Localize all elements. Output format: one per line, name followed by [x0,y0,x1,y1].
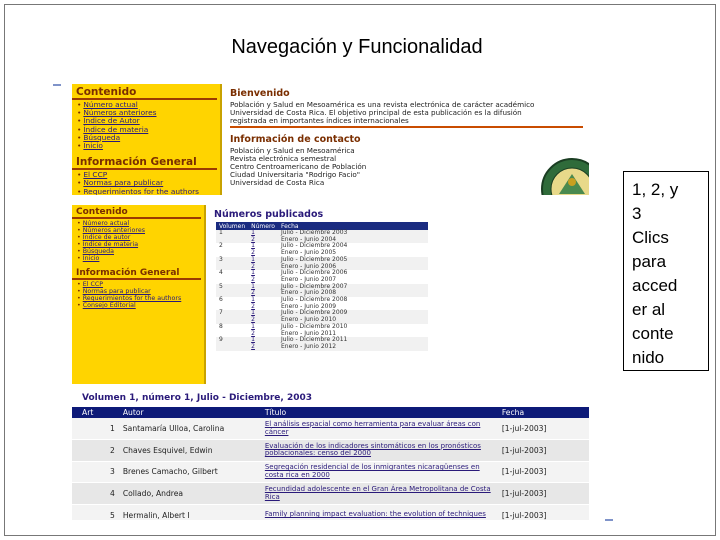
article-author: Santamaría Ulloa, Carolina [119,418,261,440]
sidebar-link[interactable]: • El CCP [77,281,104,288]
volume-cell: 8 [219,322,223,330]
numbers-table [216,222,428,351]
sidebar-link-label[interactable]: Números anteriores [83,108,157,118]
article-author: Chaves Esquivel, Edwin [119,440,261,462]
issue-link[interactable]: 1 [248,257,278,264]
articles-table [72,407,589,520]
volume-cell: 3 [216,257,248,264]
table-row [72,440,589,462]
sidebar-link[interactable]: • Índice de materia [77,124,149,134]
sidebar-link-label[interactable]: Requerimientos for the authors [83,186,200,195]
contact-line: Ciudad Universitaria "Rodrigo Facio" [230,169,361,179]
date-cell: Julio - Diciembre 2005 [278,257,428,264]
sidebar-link[interactable]: • Índice de autor [77,234,131,241]
sidebar-link-label[interactable]: Búsqueda [83,132,121,142]
welcome-heading: Bienvenido [230,88,290,99]
article-title-link[interactable]: Fecundidad adolescente en el Gran Área Metropolitana de Costa Rica [261,483,498,505]
article-number: 5 [72,504,119,520]
sidebar [72,84,222,195]
sidebar-link[interactable]: • Índice de materia [77,241,139,248]
articles-table-header [72,407,589,418]
sidebar-link-label[interactable]: Requerimientos for the authors [82,295,182,302]
annotation-line: para [632,252,667,271]
issue-link[interactable]: 1 [248,284,278,291]
article-date: [1-jul-2003] [498,440,589,462]
annotation-line: nido [632,348,665,367]
sidebar-heading-info: Información General [72,266,201,280]
slide-title: Navegación y Funcionalidad [231,36,483,58]
sidebar-link-label[interactable]: Índice de materia [83,124,149,134]
welcome-line: Población y Salud en Mesoamérica es una revista electrónica de carácter académico [230,100,535,109]
date-cell: Julio - Diciembre 2004 [280,242,348,250]
contact-line: Población y Salud en Mesoamérica [230,146,355,156]
date-cell: Enero - Junio 2010 [278,317,428,324]
sidebar-link[interactable]: • Búsqueda [77,248,115,255]
date-cell: Enero - Junio 2008 [278,290,428,297]
date-cell: Julio - Diciembre 2010 [280,322,348,330]
column-header-volumen: Volumen [216,222,248,230]
volume-heading: Volumen 1, número 1, Julio - Diciembre, 2003 [82,393,313,403]
sidebar-link[interactable]: • El CCP [77,170,108,180]
column-header-fecha: Fecha [498,407,589,418]
column-header-fecha: Fecha [278,222,428,230]
contact-heading: Información de contacto [230,134,361,146]
volume-cell: 1 [216,230,248,237]
divider [230,126,583,128]
screenshot-volume-page [72,391,589,520]
volume-cell: 2 [219,242,223,250]
sidebar-link[interactable]: • Requerimientos for the authors [77,295,182,302]
sidebar-link[interactable]: • Inicio [77,141,103,151]
sidebar-link[interactable]: • Números anteriores [77,227,146,234]
university-seal-icon [537,154,589,195]
sidebar-link-label[interactable]: Inicio [83,141,103,151]
issue-link[interactable]: 2 [248,344,278,351]
issue-link[interactable]: 1 [248,310,278,317]
article-date: [1-jul-2003] [498,483,589,505]
date-cell: Julio - Diciembre 2003 [278,230,428,237]
article-title-link[interactable]: Evaluación de los indicadores sintomáticos en los pronósticos poblacionales: censo del 2000 [261,440,498,462]
issue-link[interactable]: 2 [251,249,255,257]
issue-link[interactable]: 2 [251,275,255,283]
article-date: [1-jul-2003] [498,461,589,483]
column-header-numero: Número [248,222,278,230]
sidebar-link-label[interactable]: Consejo Editorial [82,302,136,309]
volume-cell: 5 [216,284,248,291]
sidebar-link[interactable]: • Números anteriores [77,108,157,118]
issue-link[interactable]: 2 [248,317,278,324]
sidebar-link-label[interactable]: Índice de Autor [83,116,140,126]
article-date: [1-jul-2003] [498,504,589,520]
date-cell: Julio - Diciembre 2008 [280,296,348,304]
issue-link[interactable]: 1 [251,242,255,250]
sidebar-link-label[interactable]: Índice de materia [82,241,139,248]
table-row [72,504,589,520]
contact-line: Revista electrónica semestral [230,154,337,164]
sidebar-link-label[interactable]: El CCP [83,170,108,180]
sidebar-link[interactable]: • Índice de Autor [77,116,140,126]
issue-link[interactable]: 1 [248,337,278,344]
volume-cell: 7 [216,310,248,317]
article-author: Hermalin, Albert I [119,504,261,520]
sidebar-link[interactable]: • Número actual [77,100,138,109]
article-number: 4 [72,483,119,505]
date-cell: Enero - Junio 2006 [278,264,428,271]
annotation-box [623,171,709,371]
date-cell: Enero - Junio 2012 [278,344,428,351]
welcome-link-line[interactable]: registrada en importantes índices internacionales [230,115,409,125]
sidebar-link[interactable]: • Normas para publicar [77,288,151,295]
accent-dash-top [53,84,61,86]
article-author: Brenes Camacho, Gilbert [119,461,261,483]
volume-cell: 6 [219,296,223,304]
annotation-line: Clics [632,228,669,247]
table-row [72,418,589,440]
article-number: 3 [72,461,119,483]
screenshot-numbers-page [72,205,589,384]
sidebar-heading-info: Información General [72,154,217,170]
sidebar-link-label[interactable]: Normas para publicar [82,288,151,295]
sidebar-heading-contenido: Contenido [72,205,201,219]
article-title-link[interactable]: Family planning impact evaluation: the evolution of techniques [261,504,498,520]
volume-cell: 9 [216,337,248,344]
sidebar-link-label[interactable]: Normas para publicar [83,178,164,188]
issue-link[interactable]: 2 [248,290,278,297]
numbers-main [208,205,589,384]
table-row [72,483,589,505]
contact-link-line[interactable]: Universidad de Costa Rica [230,177,325,187]
article-date: [1-jul-2003] [498,418,589,440]
sidebar-contenido-links [72,220,204,262]
issue-link[interactable]: 1 [248,230,278,237]
contact-line: Centro Centroamericano de Población [230,161,367,171]
annotation-line: acced [632,276,678,295]
sidebar-info-links [72,171,220,195]
sidebar-heading-contenido: Contenido [72,84,217,100]
annotation-line: er al [632,300,666,319]
article-number: 1 [72,418,119,440]
article-author: Collado, Andrea [119,483,261,505]
column-header-titulo: Título [261,407,498,418]
column-header-autor: Autor [119,407,261,418]
annotation-line: 1, 2, y [632,180,679,199]
issue-link[interactable]: 2 [248,237,278,244]
sidebar-link-label[interactable]: Números anteriores [82,227,146,234]
issue-link[interactable]: 1 [251,296,255,304]
accent-dash-bottom [605,519,613,521]
date-cell: Enero - Junio 2004 [278,237,428,244]
sidebar-link-label[interactable]: Índice de autor [82,234,131,241]
sidebar-link-label[interactable]: Búsqueda [82,248,115,255]
date-cell: Julio - Diciembre 2007 [278,284,428,291]
issue-link[interactable]: 2 [251,302,255,310]
issue-link[interactable]: 1 [251,269,255,277]
sidebar-link-label[interactable]: Número actual [82,220,130,227]
welcome-line: Universidad de Costa Rica. El objetivo principal de esta publicación es la difusión [230,107,522,117]
sidebar-link[interactable]: • Número actual [77,220,130,227]
article-number: 2 [72,440,119,462]
date-cell: Julio - Diciembre 2009 [278,310,428,317]
date-cell: Julio - Diciembre 2011 [278,337,428,344]
sidebar-link-label[interactable]: El CCP [82,281,104,288]
numbers-heading: Números publicados [214,209,324,220]
date-cell: Enero - Junio 2007 [280,275,337,283]
article-title-link[interactable]: El análisis espacial como herramienta para evaluar áreas con cáncer [261,418,498,440]
home-main [224,84,589,195]
sidebar-info-links [72,281,204,309]
date-cell: Enero - Junio 2009 [280,302,337,310]
issue-link[interactable]: 2 [248,264,278,271]
table-row [216,344,428,351]
sidebar-link[interactable]: • Normas para publicar [77,178,164,188]
column-header-art: Art [72,407,119,418]
date-cell: Enero - Junio 2005 [280,249,337,257]
issue-link[interactable]: 1 [251,322,255,330]
date-cell: Julio - Diciembre 2006 [280,269,348,277]
annotation-line: 3 [632,204,642,223]
sidebar-link-label[interactable]: Inicio [82,255,100,262]
sidebar-link[interactable]: • Inicio [77,255,100,262]
sidebar-link[interactable]: • Requerimientos for the authors [77,186,200,195]
screenshot-home-page [72,84,589,195]
sidebar-link-label[interactable]: Número actual [83,100,138,109]
sidebar-link[interactable]: • Consejo Editorial [77,302,136,309]
sidebar-contenido-links [72,101,220,150]
annotation-line: conte [632,324,674,343]
issue-link[interactable]: 2 [251,329,255,337]
volume-cell: 4 [219,269,223,277]
sidebar [72,205,206,384]
sidebar-link[interactable]: • Búsqueda [77,132,121,142]
article-title-link[interactable]: Segregación residencial de los inmigrantes nicaragüenses en costa rica en 2000 [261,461,498,483]
table-row [72,461,589,483]
volume-cell [216,344,248,351]
date-cell: Enero - Junio 2011 [280,329,337,337]
